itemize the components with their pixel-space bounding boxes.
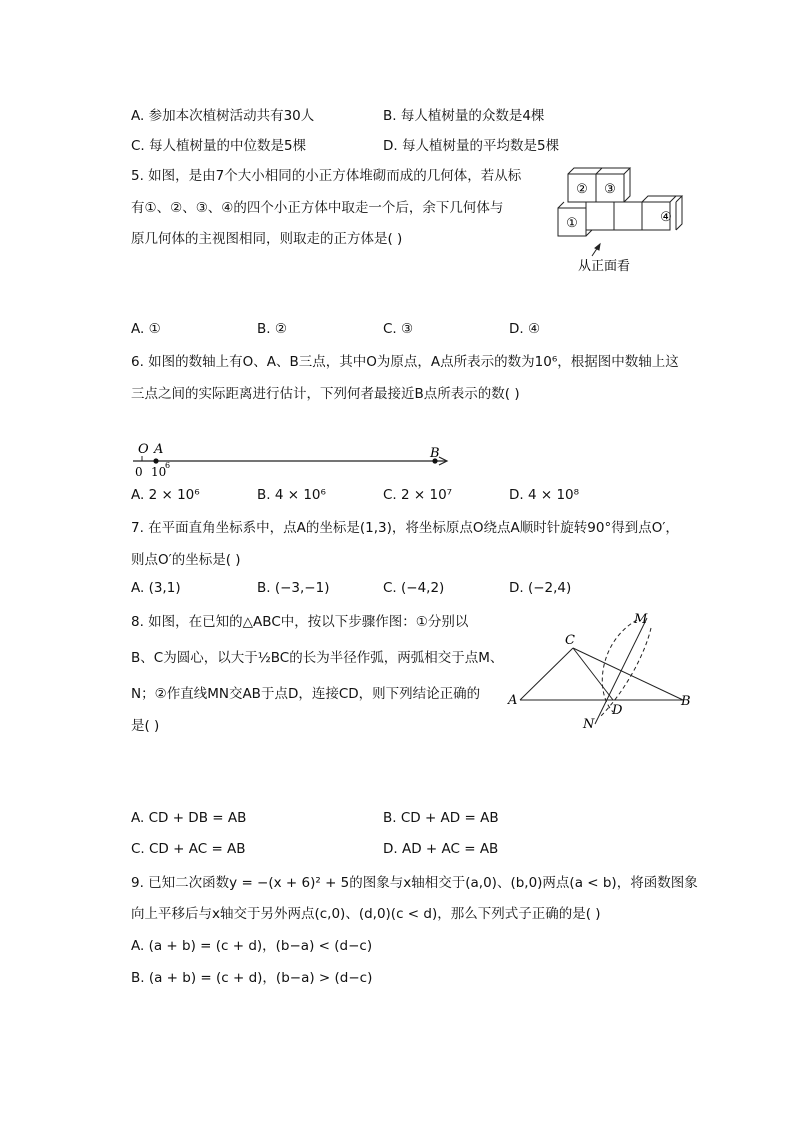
q4-option-b: B. 每人植树量的众数是4棵 bbox=[383, 108, 545, 124]
q5-figure-caption: 从正面看 bbox=[577, 259, 631, 274]
q9-stem-line2: 向上平移后与x轴交于另外两点(c,0)、(d,0)(c < d)，那么下列式子正确的是( ) bbox=[131, 906, 601, 922]
q5-stem-line2: 有①、②、③、④的四个小正方体中取走一个后，余下几何体与 bbox=[131, 200, 504, 216]
q5-stem-line1: 5. 如图，是由7个大小相同的小正方体堆砌而成的几何体，若从标 bbox=[131, 168, 522, 184]
q7-option-c: C. (−4,2) bbox=[383, 580, 445, 596]
q5-option-b: B. ② bbox=[257, 321, 287, 337]
label-b: B bbox=[430, 446, 440, 461]
q8-triangle-figure bbox=[505, 606, 705, 736]
q8-option-b: B. CD + AD = AB bbox=[383, 810, 499, 826]
q6-option-a: A. 2 × 10⁶ bbox=[131, 487, 200, 503]
q7-option-a: A. (3,1) bbox=[131, 580, 181, 596]
label-a: A bbox=[154, 442, 164, 457]
cube-label-3: ③ bbox=[604, 182, 616, 197]
q8-option-c: C. CD + AC = AB bbox=[131, 841, 246, 857]
q8-stem-line1: 8. 如图，在已知的△ABC中，按以下步骤作图：①分别以 bbox=[131, 614, 469, 630]
q6-option-b: B. 4 × 10⁶ bbox=[257, 487, 326, 503]
q8-stem-line4: 是( ) bbox=[131, 718, 160, 734]
q7-option-d: D. (−2,4) bbox=[509, 580, 572, 596]
q7-stem-line1: 7. 在平面直角坐标系中，点A的坐标是(1,3)，将坐标原点O绕点A顺时针旋转90°得到点O′， bbox=[131, 520, 679, 536]
q6-option-d: D. 4 × 10⁸ bbox=[509, 487, 580, 503]
q8-option-a: A. CD + DB = AB bbox=[131, 810, 247, 826]
point-m-label: M bbox=[634, 612, 648, 627]
tick-a-exponent: 6 bbox=[165, 461, 171, 470]
q5-stem-line3: 原几何体的主视图相同，则取走的正方体是( ) bbox=[131, 231, 403, 247]
cube-label-1: ① bbox=[566, 216, 578, 231]
q5-option-a: A. ① bbox=[131, 321, 161, 337]
tick-zero: 0 bbox=[135, 465, 143, 479]
q7-option-b: B. (−3,−1) bbox=[257, 580, 330, 596]
vertex-c-label: C bbox=[565, 633, 575, 648]
q9-option-b: B. (a + b) = (c + d)，(b−a) > (d−c) bbox=[131, 970, 373, 986]
point-n-label: N bbox=[583, 717, 595, 732]
q5-option-c: C. ③ bbox=[383, 321, 414, 337]
tick-a: 10 bbox=[151, 465, 167, 479]
cube-label-4: ④ bbox=[660, 210, 672, 225]
q4-option-a: A. 参加本次植树活动共有30人 bbox=[131, 108, 315, 124]
q5-cube-figure bbox=[548, 160, 698, 278]
q8-stem-line3: N；②作直线MN交AB于点D，连接CD，则下列结论正确的 bbox=[131, 686, 481, 702]
vertex-a-label: A bbox=[508, 693, 518, 708]
q4-option-d: D. 每人植树量的平均数是5棵 bbox=[383, 138, 560, 154]
q6-stem-line1: 6. 如图的数轴上有O、A、B三点，其中O为原点，A点所表示的数为10⁶，根据图中数轴上这 bbox=[131, 354, 679, 370]
q6-option-c: C. 2 × 10⁷ bbox=[383, 487, 453, 503]
q6-stem-line2: 三点之间的实际距离进行估计，下列何者最接近B点所表示的数( ) bbox=[131, 386, 520, 402]
q8-option-d: D. AD + AC = AB bbox=[383, 841, 499, 857]
q9-stem-line1: 9. 已知二次函数y = −(x + 6)² + 5的图象与x轴相交于(a,0)、(b,0)两点(a < b)，将函数图象 bbox=[131, 875, 698, 891]
point-d-label: D bbox=[612, 703, 623, 718]
q6-number-line bbox=[128, 436, 458, 482]
vertex-b-label: B bbox=[681, 694, 691, 709]
q8-stem-line2: B、C为圆心，以大于½BC的长为半径作弧，两弧相交于点M、 bbox=[131, 650, 504, 666]
q5-option-d: D. ④ bbox=[509, 321, 541, 337]
q9-option-a: A. (a + b) = (c + d)，(b−a) < (d−c) bbox=[131, 938, 373, 954]
q4-option-c: C. 每人植树量的中位数是5棵 bbox=[131, 138, 307, 154]
label-o: O bbox=[138, 442, 149, 457]
cube-label-2: ② bbox=[576, 182, 588, 197]
q7-stem-line2: 则点O′的坐标是( ) bbox=[131, 552, 241, 568]
